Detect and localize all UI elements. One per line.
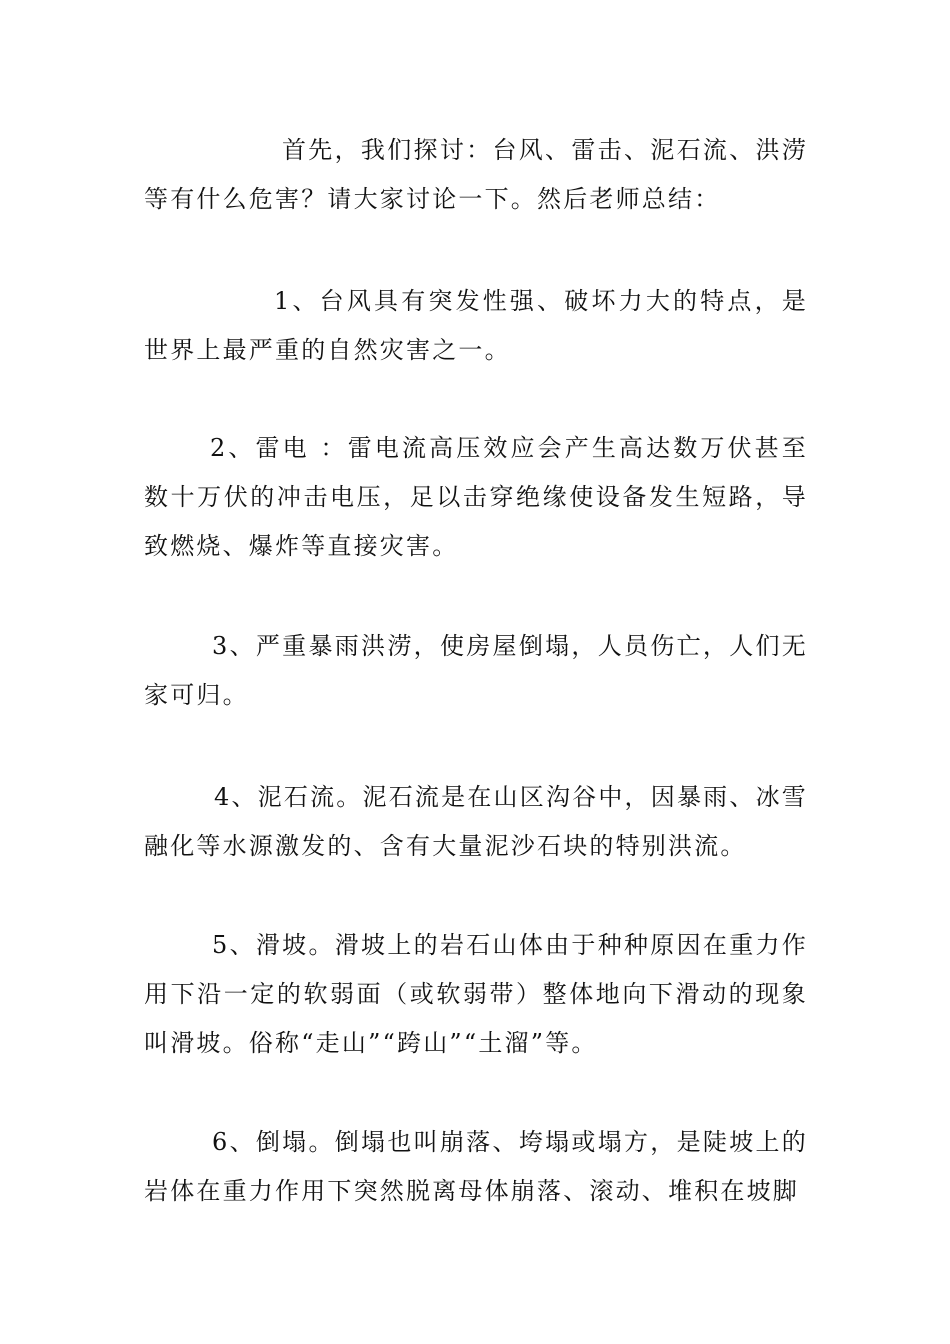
- landslide-paragraph: 5、滑坡。滑坡上的岩石山体由于种种原因在重力作用下沿一定的软弱面（或软弱带）整体地向下滑动的现象叫滑坡。俗称“走山”“跨山”“土溜”等。: [144, 931, 808, 1057]
- typhoon-paragraph: 1、台风具有突发性强、破坏力大的特点，是世界上最严重的自然灾害之一。: [144, 287, 808, 364]
- intro-paragraph: 首先，我们探讨：台风、雷击、泥石流、洪涝等有什么危害？请大家讨论一下。然后老师总结：: [144, 136, 808, 213]
- flood-paragraph: 3、严重暴雨洪涝，使房屋倒塌，人员伤亡，人们无家可归。: [144, 632, 808, 709]
- collapse-paragraph: 6、倒塌。倒塌也叫崩落、垮塌或塌方，是陡坡上的岩体在重力作用下突然脱离母体崩落、滚动、堆积在坡脚: [144, 1128, 808, 1205]
- lightning-paragraph: 2、雷电 ：雷电流高压效应会产生高达数万伏甚至数十万伏的冲击电压，足以击穿绝缘使设备发生短路，导致燃烧、爆炸等直接灾害。: [144, 434, 808, 560]
- debris-flow-paragraph: 4、泥石流。泥石流是在山区沟谷中，因暴雨、冰雪融化等水源激发的、含有大量泥沙石块的特别洪流。: [144, 783, 808, 860]
